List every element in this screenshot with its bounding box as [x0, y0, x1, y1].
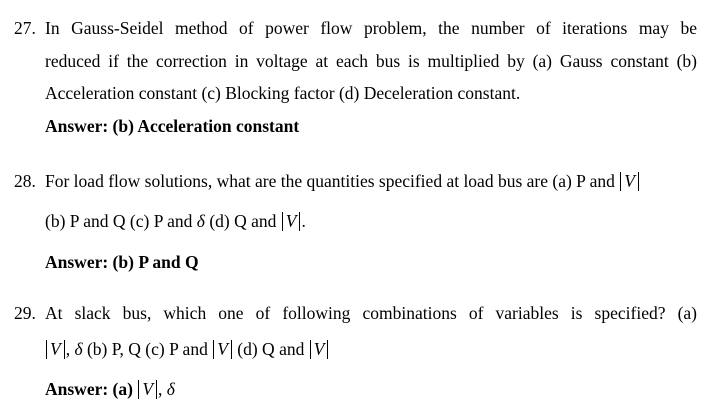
question-29-answer [45, 378, 175, 400]
question-29-answer-label: Answer: (a) [45, 379, 133, 399]
question-27-number: 27. [14, 18, 36, 38]
magnitude-v-symbol: V [138, 380, 157, 399]
question-29-line-1: At slack bus, which one of following combinations of variables is specified? (a) [45, 303, 697, 323]
question-28-line-1 [45, 170, 697, 192]
delta-symbol: δ [196, 211, 205, 231]
question-27-line-1: In Gauss-Seidel method of power flow problem, the number of iterations may be [45, 18, 697, 38]
question-29-line-2-part-b: (b) P, Q (c) P and [86, 339, 208, 359]
magnitude-v-symbol: V [282, 212, 301, 231]
question-28-number: 28. [14, 171, 36, 191]
magnitude-v-symbol: V [213, 340, 232, 359]
question-29-line-2-part-c: (d) Q and [237, 339, 305, 359]
question-29-answer-separator: , [158, 379, 163, 399]
question-27-line-3: Acceleration constant (c) Blocking factor (d) Deceleration constant. [45, 83, 521, 103]
question-29-number: 29. [14, 303, 36, 323]
delta-symbol: δ [166, 379, 175, 399]
magnitude-v-symbol: V [620, 172, 639, 191]
magnitude-v-symbol: V [310, 340, 329, 359]
question-27-answer: Answer: (b) Acceleration constant [45, 116, 300, 136]
question-28-answer: Answer: (b) P and Q [45, 252, 199, 272]
question-27-line-2: reduced if the correction in voltage at each bus is multiplied by (a) Gauss constant (b) [45, 51, 697, 71]
question-28-line-2 [45, 210, 306, 232]
question-29-line-2 [45, 338, 329, 360]
question-28-line-2-part-a: (b) P and Q (c) P and [45, 211, 193, 231]
delta-symbol: δ [74, 339, 83, 359]
question-28-line-2-end: . [301, 211, 306, 231]
question-28-line-1-text: For load flow solutions, what are the quantities specified at load bus are (a) P and [45, 171, 615, 191]
question-29-line-2-part-a: , [65, 339, 71, 359]
magnitude-v-symbol: V [46, 340, 65, 359]
question-28-line-2-part-b: (d) Q and [209, 211, 277, 231]
